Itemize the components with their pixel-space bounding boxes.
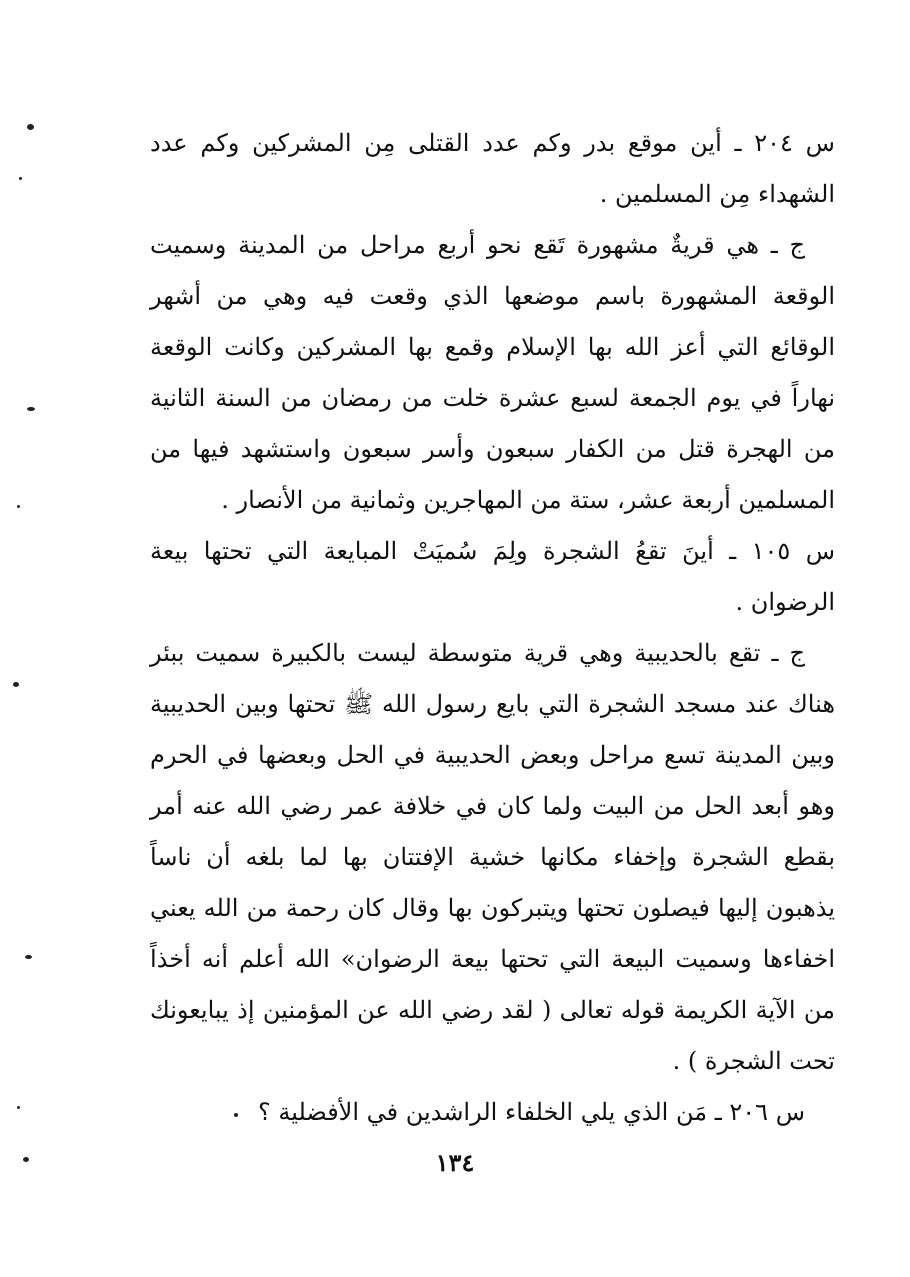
scan-speck: [25, 955, 32, 959]
question-105: س ١٠٥ ـ أينَ تقعُ الشجرة ولِمَ سُميَتْ المبايعة التي تحتها بيعة الرضوان .: [150, 537, 835, 616]
scan-speck: [23, 1157, 29, 1162]
scan-speck: [19, 177, 22, 180]
page-number: ١٣٤: [435, 1148, 475, 1177]
scan-speck: [27, 124, 34, 130]
answer-204: ج ـ هي قريةٌ مشهورة تَقع نحو أربع مراحل من المدينة وسميت الوقعة المشهورة باسم موضعها الذي وقعت فيه وهي من أشهر الوقائع التي أعز الله بها الإسلام وقمع بها المشركين وكانت الوقعة نهاراً في يوم الجمعة لسبع عشرة خلت من رمضان من السنة الثانية من الهجرة قتل من الكفار سبعون وأسر سبعون واستشهد فيها من المسلمين أربعة عشر، ستة من المهاجرين وثمانية من الأنصار .: [150, 231, 836, 514]
page-body: [150, 118, 835, 1138]
scan-speck: [13, 682, 19, 687]
answer-105: ج ـ تقع بالحديبية وهي قرية متوسطة ليست بالكبيرة سميت ببئر هناك عند مسجد الشجرة التي بايع رسول الله ﷺ تحتها وبين الحديبية وبين المدينة تسع مراحل وبعض الحديبية في الحل وبعضها في الحرم وهو أبعد الحل من البيت ولما كان في خلافة عمر رضي الله عنه أمر بقطع الشجرة وإخفاء مكانها خشية الإفتتان بها لما بلغه أن ناساً يذهبون إليها فيصلون تحتها ويتبركون بها وقال كان رحمة من الله يعني اخفاءها وسميت البيعة التي تحتها بيعة الرضوان» الله أعلم أنه أخذاً من الآية الكريمة قوله تعالى ( لقد رضي الله عن المؤمنين إذ يبايعونك تحت الشجرة ) .: [150, 639, 836, 1075]
question-204: س ٢٠٤ ـ أين موقع بدر وكم عدد القتلى مِن المشركين وكم عدد الشهداء مِن المسلمين .: [150, 129, 835, 208]
scan-speck: [17, 1106, 20, 1109]
scan-speck: [234, 1113, 238, 1117]
scan-speck: [27, 407, 35, 411]
question-206: س ٢٠٦ ـ مَن الذي يلي الخلفاء الراشدين في الأفضلية ؟: [257, 1098, 805, 1126]
scan-speck: [17, 505, 20, 508]
